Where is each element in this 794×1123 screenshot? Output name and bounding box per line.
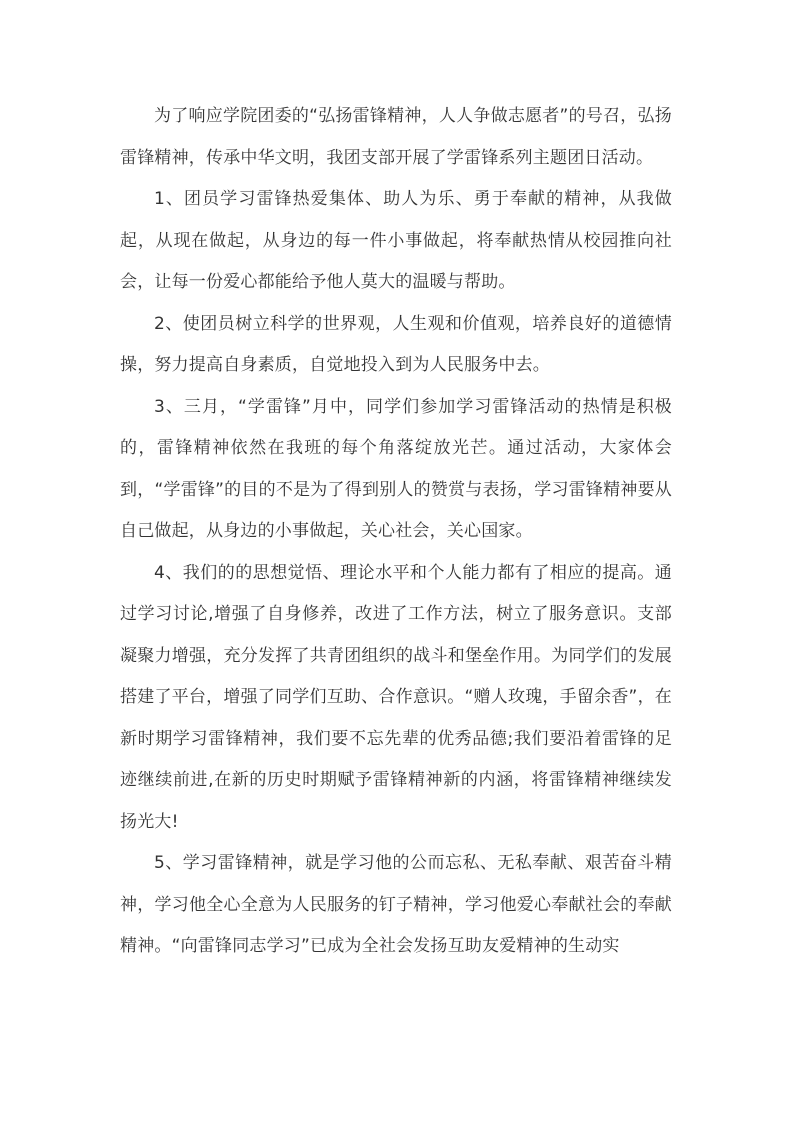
- paragraph-item-5: 5、学习雷锋精神，就是学习他的公而忘私、无私奉献、艰苦奋斗精神，学习他全心全意为人民服务的钉子精神，学习他爱心奉献社会的奉献精神。“向雷锋同志学习”已成为全社会发扬互助友爱精神的生动实: [120, 853, 672, 956]
- paragraph-item-1: 1、团员学习雷锋热爱集体、助人为乐、勇于奉献的精神，从我做起，从现在做起，从身边的每一件小事做起，将奉献热情从校园推向社会，让每一份爱心都能给予他人莫大的温暖与帮助。: [120, 189, 672, 292]
- document-body: [120, 96, 672, 968]
- paragraph-item-2: 2、使团员树立科学的世界观，人生观和价值观，培养良好的道德情操，努力提高自身素质，自觉地投入到为人民服务中去。: [120, 313, 672, 375]
- paragraph-item-3: 3、三月，“学雷锋”月中，同学们参加学习雷锋活动的热情是积极的，雷锋精神依然在我班的每个角落绽放光芒。通过活动，大家体会到，“学雷锋”的目的不是为了得到别人的赞赏与表扬，学习雷锋精神要从自己做起，从身边的小事做起，关心社会，关心国家。: [120, 396, 672, 541]
- paragraph-item-4: 4、我们的的思想觉悟、理论水平和个人能力都有了相应的提高。通过学习讨论,增强了自身修养，改进了工作方法，树立了服务意识。支部凝聚力增强，充分发挥了共青团组织的战斗和堡垒作用。为同学们的发展搭建了平台，增强了同学们互助、合作意识。“赠人玫瑰，手留余香”，在新时期学习雷锋精神，我们要不忘先辈的优秀品德;我们要沿着雷锋的足迹继续前进,在新的历史时期赋予雷锋精神新的内涵，将雷锋精神继续发扬光大!: [120, 562, 672, 832]
- paragraph-intro: 为了响应学院团委的“弘扬雷锋精神，人人争做志愿者”的号召，弘扬雷锋精神，传承中华文明，我团支部开展了学雷锋系列主题团日活动。: [120, 106, 672, 168]
